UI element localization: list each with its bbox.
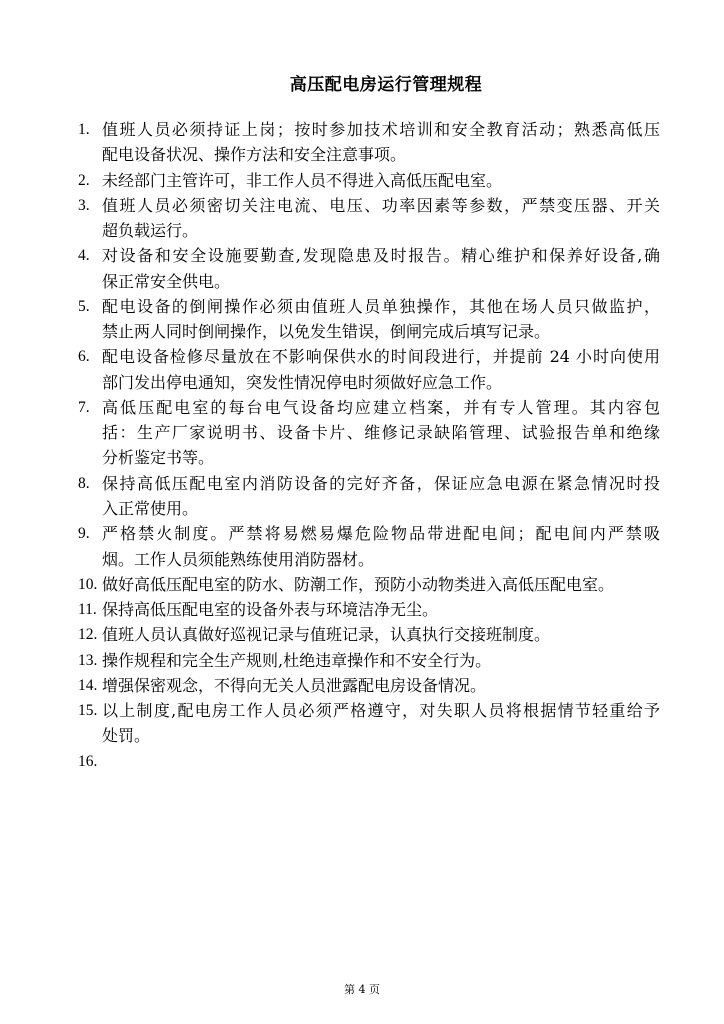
rule-number: 8.: [78, 474, 90, 492]
rule-text-line: 入正常使用。: [102, 498, 199, 518]
rule-item: [78, 193, 660, 244]
rule-text-line: 操作规程和完全生产规则,杜绝违章操作和不安全行为。: [102, 650, 492, 670]
rule-text-line: 配电设备的倒闸操作必须由值班人员单独操作，其他在场人员只做监护，: [102, 296, 660, 316]
rule-number: 14.: [78, 676, 98, 694]
rule-text-line: 严格禁火制度。严禁将易燃易爆危险物品带进配电间；配电间内严禁吸: [102, 524, 660, 544]
rule-item: [78, 471, 660, 522]
rule-text: [102, 294, 660, 345]
rule-text-line: 禁止两人同时倒闸操作，以免发生错误，倒闸完成后填写记录。: [102, 322, 551, 342]
document-title: 高压配电房运行管理规程: [289, 75, 483, 95]
rule-item: [78, 597, 660, 622]
rule-item: [78, 117, 660, 168]
rule-number: 10.: [78, 575, 98, 593]
rule-item: [78, 673, 660, 698]
rule-text-line: 烟。工作人员须能熟练使用消防器材。: [102, 549, 375, 569]
rule-text-line: 增强保密观念，不得向无关人员泄露配电房设备情况。: [102, 675, 487, 695]
rule-text: [102, 673, 660, 698]
rule-text-line: 配电设备状况、操作方法和安全注意事项。: [102, 145, 407, 165]
rule-text-line: 做好高低压配电室的防水、防潮工作，预防小动物类进入高低压配电室。: [102, 574, 615, 594]
rule-text: [102, 471, 660, 522]
rule-text: [102, 572, 660, 597]
rule-number: 13.: [78, 651, 98, 669]
rule-text-line: 值班人员必须密切关注电流、电压、功率因素等参数，严禁变压器、开关: [102, 195, 660, 215]
rule-number: 7.: [78, 398, 90, 416]
rule-number: 15.: [78, 702, 98, 720]
rule-text-line: 对设备和安全设施要勤查,发现隐患及时报告。精心维护和保养好设备,确: [102, 246, 660, 266]
rule-item: [78, 572, 660, 597]
rule-text-line: 超负载运行。: [102, 221, 199, 241]
rule-text: [102, 622, 660, 647]
rule-text: [102, 521, 660, 572]
rule-text-line: 值班人员必须持证上岗；按时参加技术培训和安全教育活动；熟悉高低压: [102, 120, 660, 139]
rule-text-line: 保持高低压配电室内消防设备的完好齐备，保证应急电源在紧急情况时投: [102, 473, 660, 493]
rule-item: [78, 294, 660, 345]
rule-item: [78, 749, 660, 774]
rule-text-line: 值班人员认真做好巡视记录与值班记录，认真执行交接班制度。: [102, 625, 551, 645]
rule-number: 5.: [78, 297, 90, 315]
rule-item: [78, 698, 660, 749]
rule-number: 16.: [78, 752, 98, 770]
rule-item: [78, 395, 660, 471]
rule-text: [102, 395, 660, 471]
rule-text: [102, 344, 660, 395]
rule-number: 3.: [78, 196, 90, 214]
rule-item: [78, 521, 660, 572]
rule-number: 1.: [78, 121, 90, 138]
page-number: 第 4 页: [344, 983, 380, 996]
rule-number: 6.: [78, 348, 90, 366]
rule-text: [102, 597, 660, 622]
rule-text-line: 部门发出停电通知，突发性情况停电时须做好应急工作。: [102, 372, 503, 392]
rule-text-line: 保正常安全供电。: [102, 271, 231, 291]
rule-number: 9.: [78, 525, 90, 543]
rule-item: [78, 168, 660, 193]
rule-text: [102, 168, 660, 193]
rule-text-line: 保持高低压配电室的设备外表与环境洁净无尘。: [102, 600, 439, 620]
rule-text-line: 以上制度,配电房工作人员必须严格遵守，对失职人员将根据情节轻重给予: [102, 701, 660, 721]
rule-text-line: 括：生产厂家说明书、设备卡片、维修记录缺陷管理、试验报告单和绝缘: [102, 423, 660, 443]
rule-number: 2.: [78, 171, 90, 189]
rule-text-line: 分析鉴定书等。: [102, 448, 215, 468]
rule-text-line: 未经部门主管许可，非工作人员不得进入高低压配电室。: [102, 170, 503, 190]
rule-item: [78, 243, 660, 294]
rule-text: [102, 117, 660, 168]
rule-item: [78, 648, 660, 673]
rule-text: [102, 193, 660, 244]
rule-text-line: 配电设备检修尽量放在不影响保供水的时间段进行，并提前 24 小时向使用: [102, 347, 660, 367]
rule-item: [78, 622, 660, 647]
rule-number: 11.: [78, 601, 97, 619]
rule-item: [78, 344, 660, 395]
rule-number: 12.: [78, 626, 98, 644]
rule-text-line: 处罚。: [102, 726, 151, 746]
rule-text: [102, 243, 660, 294]
rule-number: 4.: [78, 247, 90, 265]
rule-text: [102, 698, 660, 749]
rule-text-line: 高低压配电室的每台电气设备均应建立档案，并有专人管理。其内容包: [102, 397, 660, 417]
rule-text: [102, 648, 660, 673]
rules-list: [78, 117, 660, 774]
